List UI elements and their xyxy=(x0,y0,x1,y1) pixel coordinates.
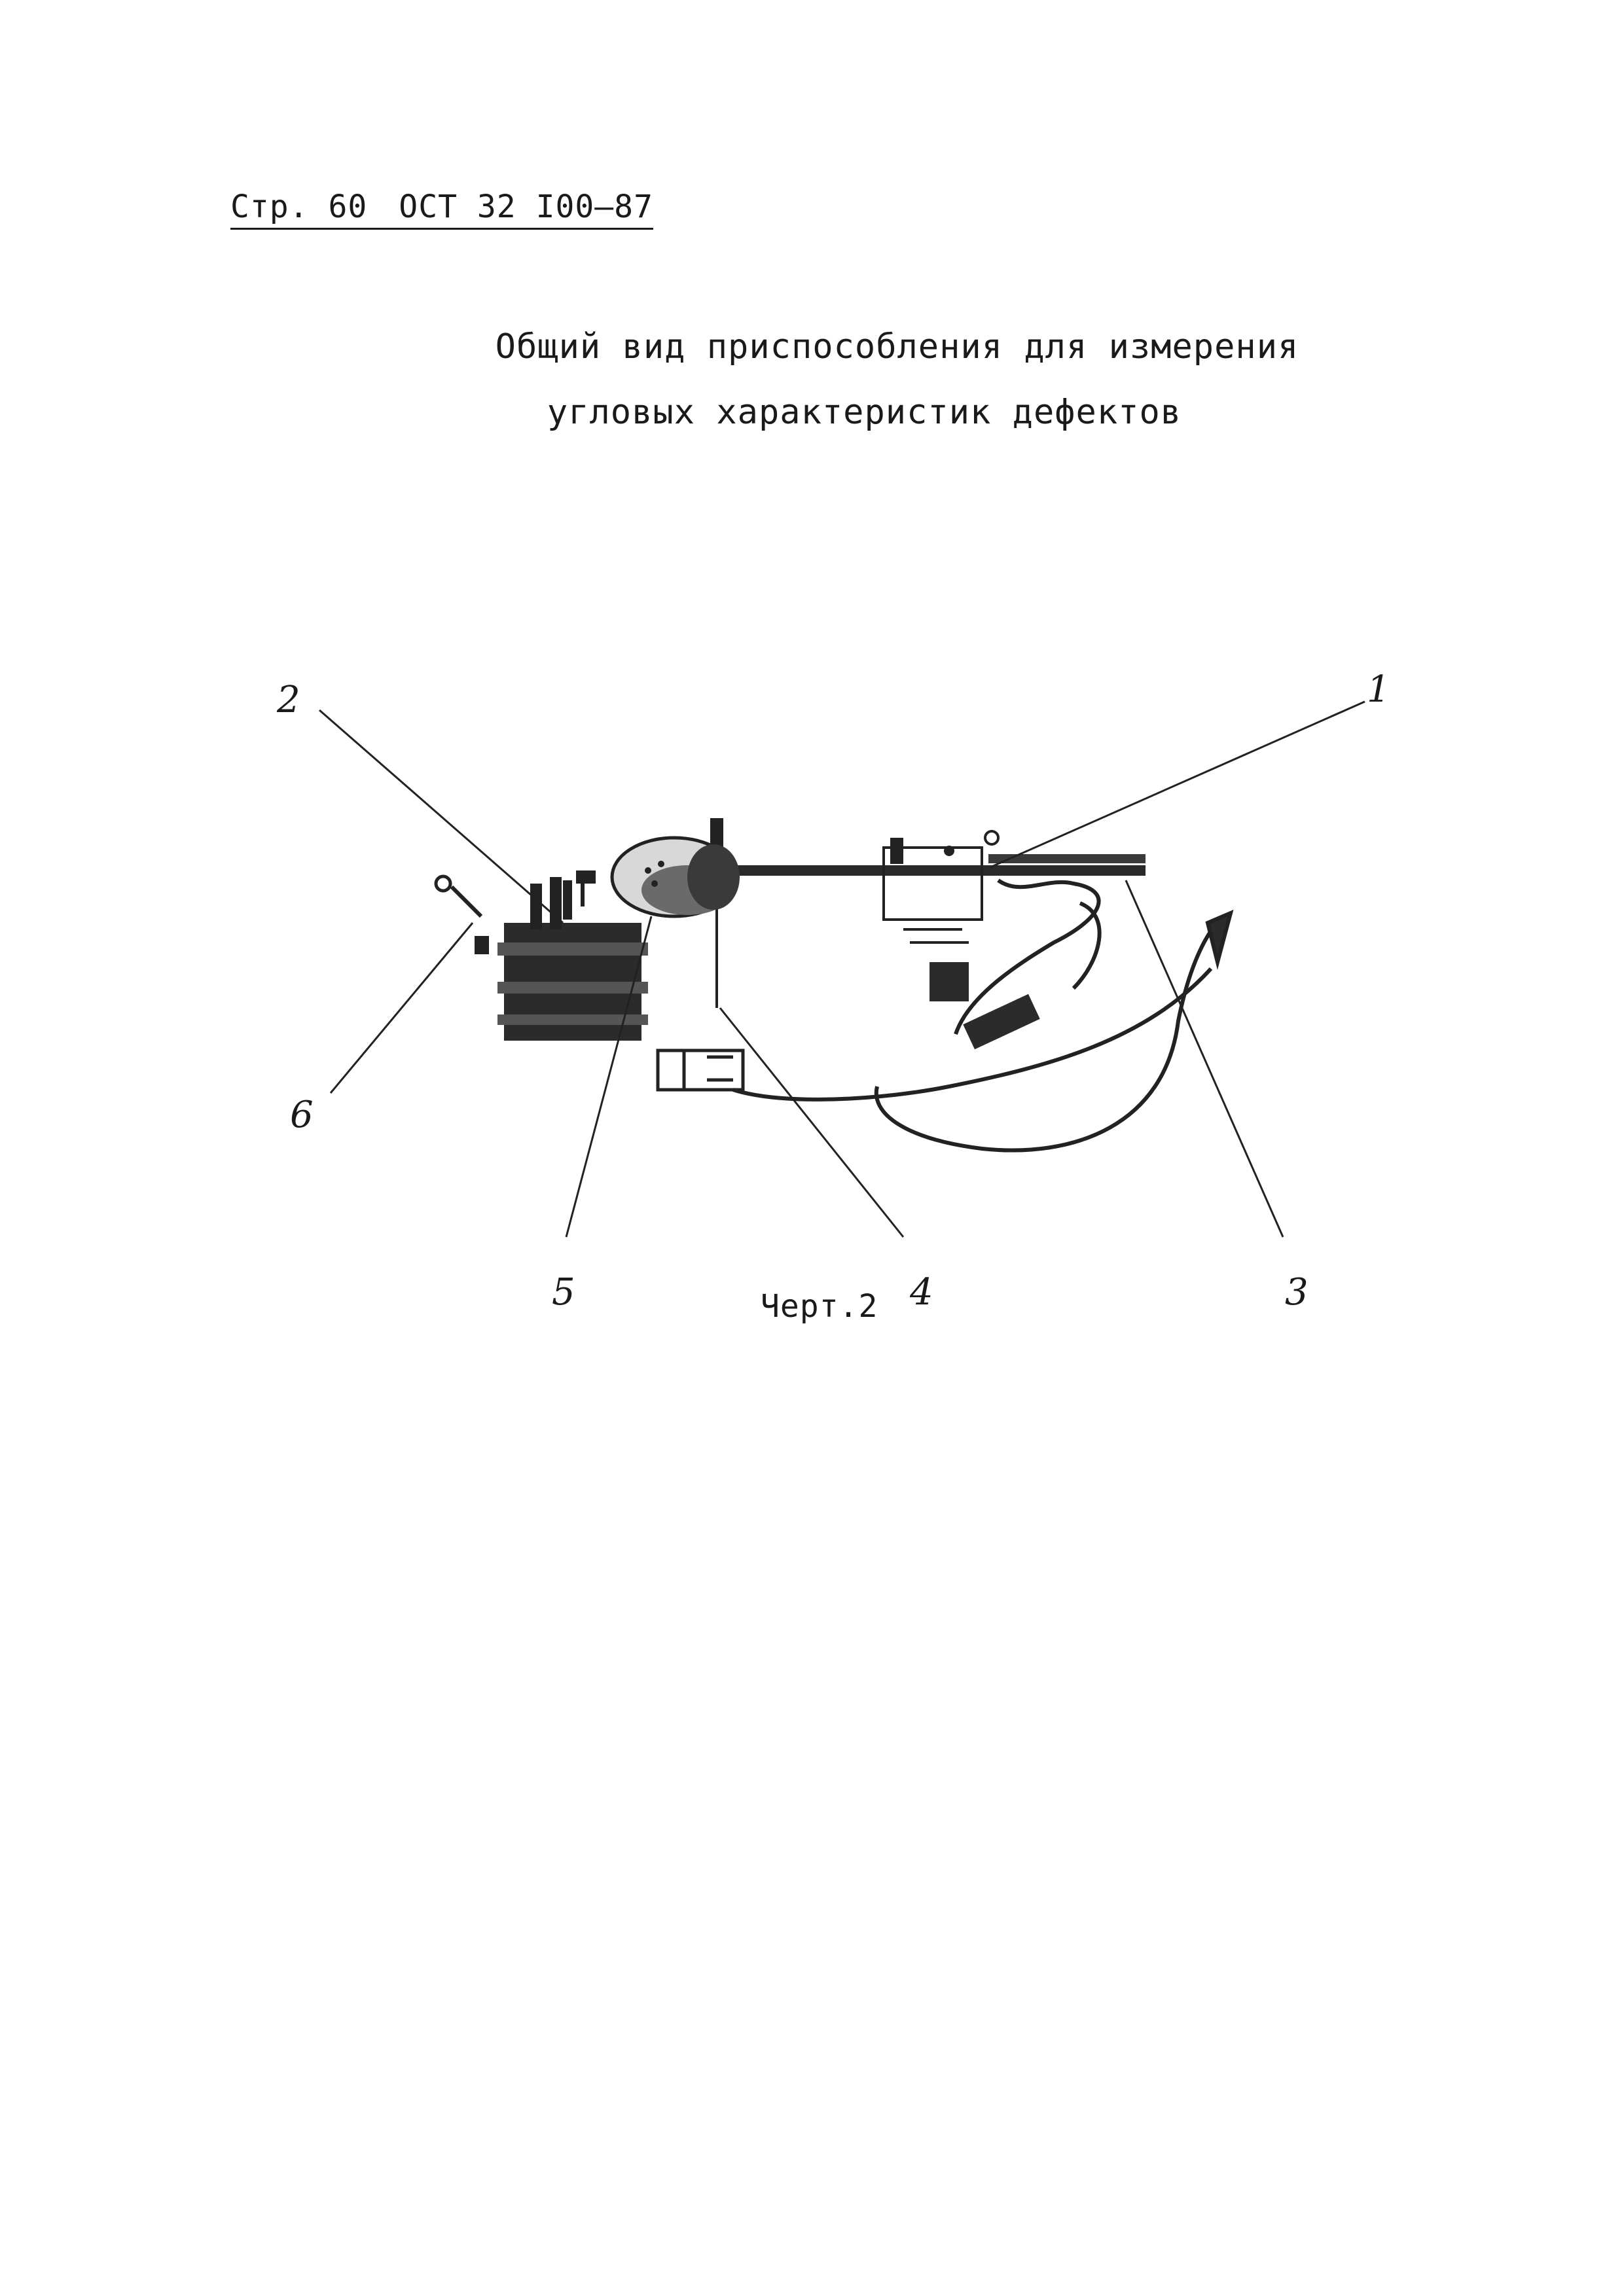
callout-3: 3 xyxy=(1285,1271,1308,1314)
horizontal-rod xyxy=(727,854,1146,876)
callout-5: 5 xyxy=(552,1271,575,1314)
figure-caption: Черт.2 xyxy=(761,1288,878,1325)
figure-title-line-1: Общий вид приспособления для измерения xyxy=(495,327,1299,367)
page-number: Стр. 60 xyxy=(230,188,368,225)
standard-number: ОСТ 32 I00—87 xyxy=(399,188,653,225)
plug xyxy=(658,1050,743,1090)
callout-6: 6 xyxy=(290,1094,314,1136)
adjust-screw xyxy=(436,876,489,954)
cable-connector xyxy=(929,962,1040,1049)
callout-2: 2 xyxy=(277,679,300,721)
callout-1: 1 xyxy=(1367,668,1390,711)
probe-head xyxy=(612,838,740,916)
figure-title-line-2: угловых характеристик дефектов xyxy=(547,393,1182,432)
rod-clamp xyxy=(884,831,998,942)
callout-4: 4 xyxy=(910,1271,933,1314)
